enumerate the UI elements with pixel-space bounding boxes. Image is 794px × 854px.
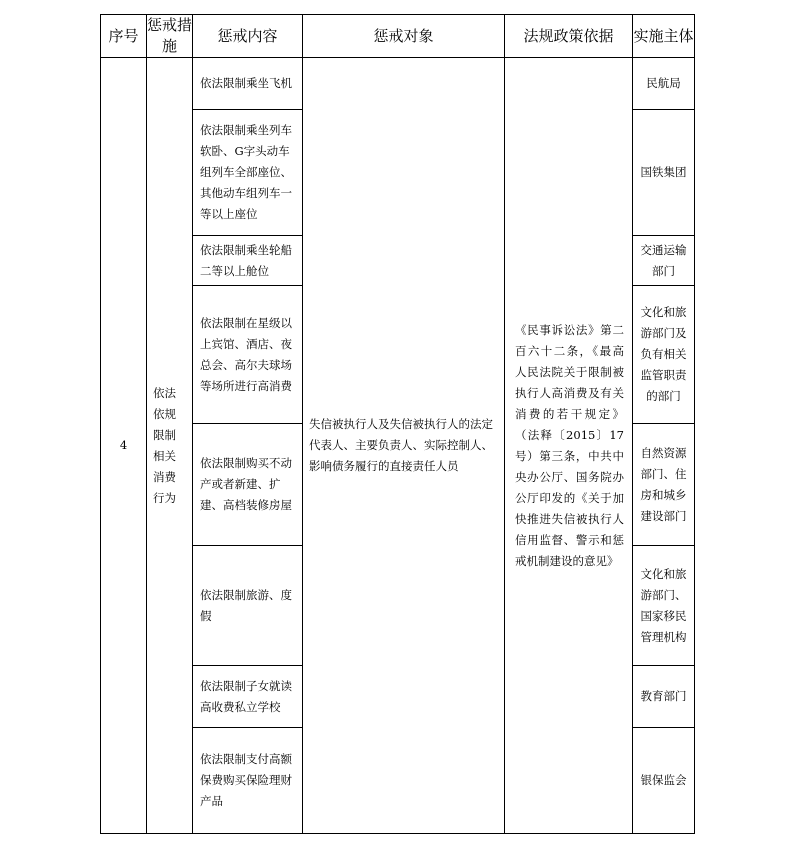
org-cell: 银保监会 xyxy=(633,728,695,834)
content-cell: 依法限制旅游、度假 xyxy=(193,546,303,666)
row-target: 失信被执行人及失信被执行人的法定代表人、主要负责人、实际控制人、影响债务履行的直接责任人员 xyxy=(303,58,505,834)
content-cell: 依法限制在星级以上宾馆、酒店、夜总会、高尔夫球场等场所进行高消费 xyxy=(193,286,303,424)
header-org: 实施主体 xyxy=(633,15,695,58)
org-cell: 文化和旅游部门及负有相关监管职责的部门 xyxy=(633,286,695,424)
discipline-table xyxy=(100,14,695,834)
row-measure: 依法依规限制相关消费行为 xyxy=(147,58,193,834)
content-cell: 依法限制乘坐飞机 xyxy=(193,58,303,110)
row-seq: 4 xyxy=(101,58,147,834)
table-row xyxy=(101,58,695,110)
org-cell: 国铁集团 xyxy=(633,110,695,236)
org-cell: 民航局 xyxy=(633,58,695,110)
content-cell: 依法限制购买不动产或者新建、扩建、高档装修房屋 xyxy=(193,424,303,546)
content-cell: 依法限制子女就读高收费私立学校 xyxy=(193,666,303,728)
org-cell: 文化和旅游部门、国家移民管理机构 xyxy=(633,546,695,666)
header-seq: 序号 xyxy=(101,15,147,58)
org-cell: 教育部门 xyxy=(633,666,695,728)
row-basis: 《民事诉讼法》第二百六十二条，《最高人民法院关于限制被执行人高消费及有关消费的若干规定》（法释〔2015〕17号）第三条，中共中央办公厅、国务院办公厅印发的《关于加快推进失信被执行人信用监督、警示和惩戒机制建设的意见》 xyxy=(505,58,633,834)
header-row xyxy=(101,15,695,58)
header-measure: 惩戒措施 xyxy=(147,15,193,58)
org-cell: 交通运输部门 xyxy=(633,236,695,286)
org-cell: 自然资源部门、住房和城乡建设部门 xyxy=(633,424,695,546)
content-cell: 依法限制乘坐列车软卧、G字头动车组列车全部座位、其他动车组列车一等以上座位 xyxy=(193,110,303,236)
content-cell: 依法限制乘坐轮船二等以上舱位 xyxy=(193,236,303,286)
header-basis: 法规政策依据 xyxy=(505,15,633,58)
header-target: 惩戒对象 xyxy=(303,15,505,58)
header-content: 惩戒内容 xyxy=(193,15,303,58)
content-cell: 依法限制支付高额保费购买保险理财产品 xyxy=(193,728,303,834)
